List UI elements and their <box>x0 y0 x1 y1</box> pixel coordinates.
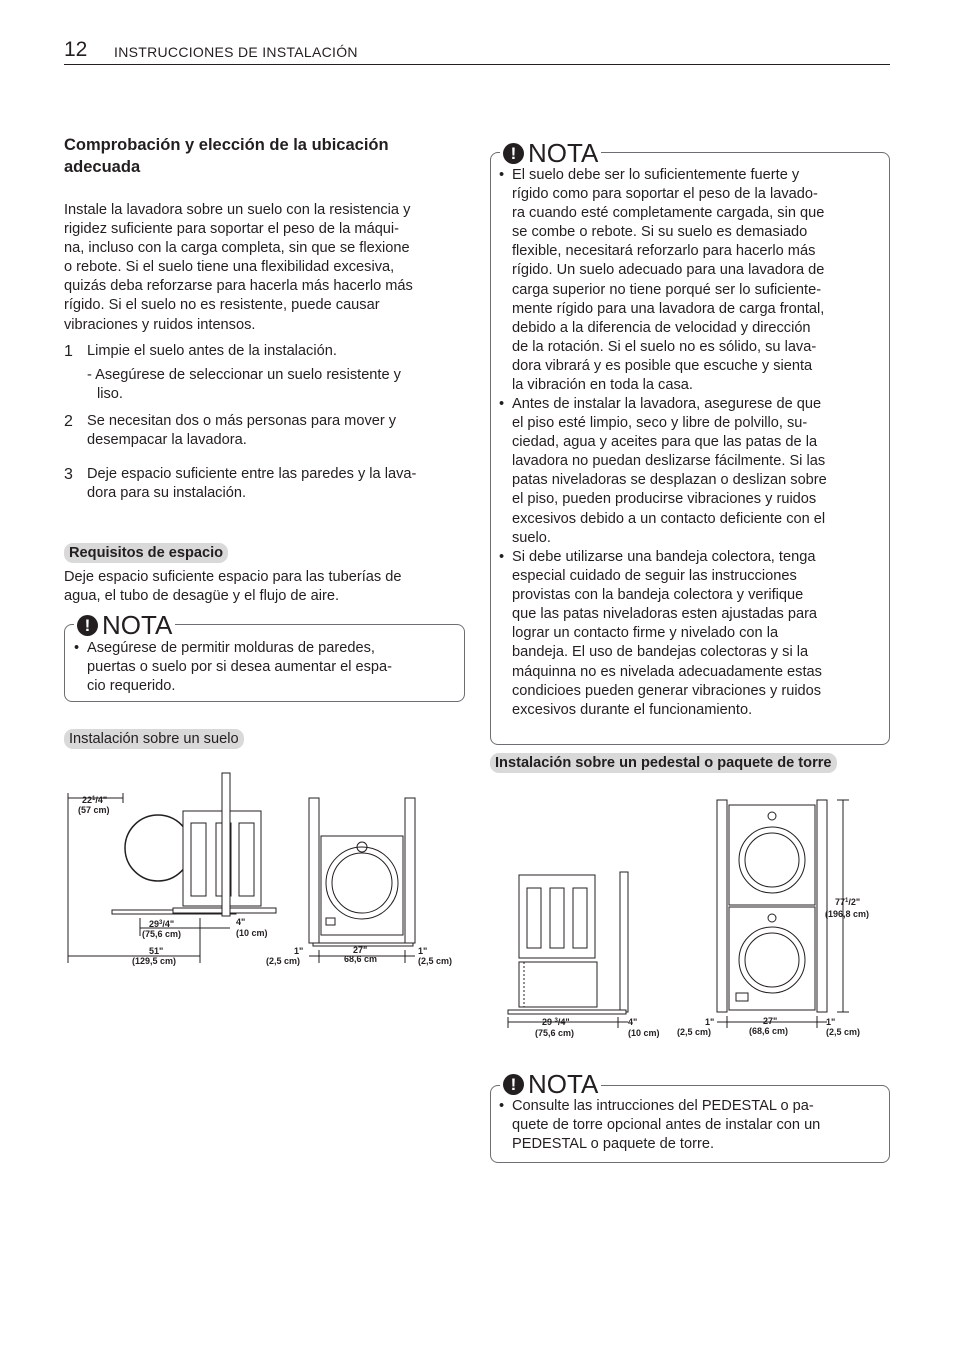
dim-label: (2,5 cm) <box>418 956 453 966</box>
note-bullet: • El suelo debe ser lo suficientemente fuerte y rígido como para soportar el peso de la lavado- ra cuando esté completamente cargada, sin que se combe o rebote. Si su suelo es demasiado flexible, necesitará reforzarlo para hacerlo más rígido. Un suelo adecuado para una lavadora de carga superior no tiene porqué ser lo suficiente- mente rígido para una lavadora de carga frontal, debido a la diferencia de velocidad y dirección de la rotación. Si el suelo no es sólido, su lava- dora vibrará y es posible que escuche y sienta la vibración en toda la casa. <box>499 167 825 394</box>
header-title: INSTRUCCIONES DE INSTALACIÓN <box>114 44 358 60</box>
dim-label: (129,5 cm) <box>132 956 177 966</box>
dim-label: (10 cm) <box>628 1028 660 1038</box>
space-requirements-label: Requisitos de espacio <box>64 543 228 563</box>
dim-label: 1" <box>826 1017 836 1027</box>
dim-label: (75,6 cm) <box>142 929 182 939</box>
dim-label: 29 $^3$/4" <box>542 1017 570 1027</box>
exclamation-icon: ! <box>77 615 98 636</box>
step-number: 2 <box>64 413 73 430</box>
floor-install-diagram <box>60 768 470 978</box>
dim-label: 1" <box>294 946 304 956</box>
dim-label: (196,8 cm) <box>825 909 870 919</box>
dim-label: 51" <box>149 946 164 956</box>
note-header: ! NOTA <box>500 140 601 166</box>
note-bullet: • Si debe utilizarse una bandeja colectora, tenga especial cuidado de seguir las instrucciones provistas con la bandeja colectora y verifique que las patas niveladoras esten ajustadas para lograr un contacto firme y nivelado con la bandeja. El uso de bandejas colectoras y si la máquinna no es nivelada adecuadamente estas condicioes pueden generar vibraciones y ruidos excesivos durante el funcionamiento. <box>499 549 822 718</box>
dim-label: (57 cm) <box>78 805 110 815</box>
dim-label: (2,5 cm) <box>266 956 301 966</box>
pedestal-install-label: Instalación sobre un pedestal o paquete de torre <box>490 753 837 773</box>
header-rule <box>64 64 890 65</box>
dim-label: $29^3/4$" <box>149 919 175 929</box>
dim-label: 27" <box>353 945 368 955</box>
exclamation-icon: ! <box>503 1074 524 1095</box>
step-1-subnote: - Asegúrese de seleccionar un suelo resistente y liso. <box>87 367 401 403</box>
note-header: ! NOTA <box>500 1071 601 1097</box>
pedestal-install-diagram <box>500 790 890 1050</box>
dim-label: 4" <box>236 917 246 927</box>
note-header: ! NOTA <box>74 612 175 638</box>
section-heading: Comprobación y elección de la ubicación adecuada <box>64 136 389 176</box>
exclamation-icon: ! <box>503 143 524 164</box>
dim-label: 1" <box>418 946 428 956</box>
step-number: 1 <box>64 343 73 360</box>
floor-install-label: Instalación sobre un suelo <box>64 729 244 749</box>
dim-label: 27" <box>763 1016 778 1026</box>
dim-label: (2,5 cm) <box>677 1027 712 1037</box>
page-number: 12 <box>64 38 88 61</box>
space-requirements-text: Deje espacio suficiente espacio para las tuberías de agua, el tubo de desagüe y el flujo de aire. <box>64 569 402 605</box>
washer-side-view <box>112 773 276 916</box>
note-bullet: • Antes de instalar la lavadora, asegurese de que el piso esté limpio, seco y libre de polvillo, su- ciedad, agua y aceites para que las patas de la lavadora no puedan deslizarse fácilmente. Si las patas niveladoras se desplazan o deslizan sobre el piso, pueden producirse vibraciones y ruidos excesivos debido a un contacto deficiente con el suelo. <box>499 396 827 546</box>
washer-front-view <box>309 798 415 946</box>
dim-label: (68,6 cm) <box>749 1026 789 1036</box>
dim-label: (2,5 cm) <box>826 1027 861 1037</box>
dim-label: (10 cm) <box>236 928 268 938</box>
step-number: 3 <box>64 466 73 483</box>
dim-label: $22^1/4$" <box>82 795 108 805</box>
dim-label: $77^1/2$" <box>835 897 861 907</box>
dim-label: (75,6 cm) <box>535 1028 575 1038</box>
dim-label: 68,6 cm <box>344 954 378 964</box>
intro-paragraph: Instale la lavadora sobre un suelo con la resistencia y rigidez suficiente para soportar el peso de la máqui- na, incluso con la carga completa, sin que se flexione o rebote. Si el suelo tiene una flexibilidad excesiva, quizás deba reforzarse para hacerla más hacerlo más rígido. Si el suelo no es resistente, puede causar vibraciones y ruidos intensos. <box>64 202 413 333</box>
dim-label: 1" <box>705 1017 715 1027</box>
stacked-washer-dryer <box>717 800 827 1012</box>
washer-on-pedestal-side <box>508 872 628 1014</box>
dim-label: 4" <box>628 1017 638 1027</box>
